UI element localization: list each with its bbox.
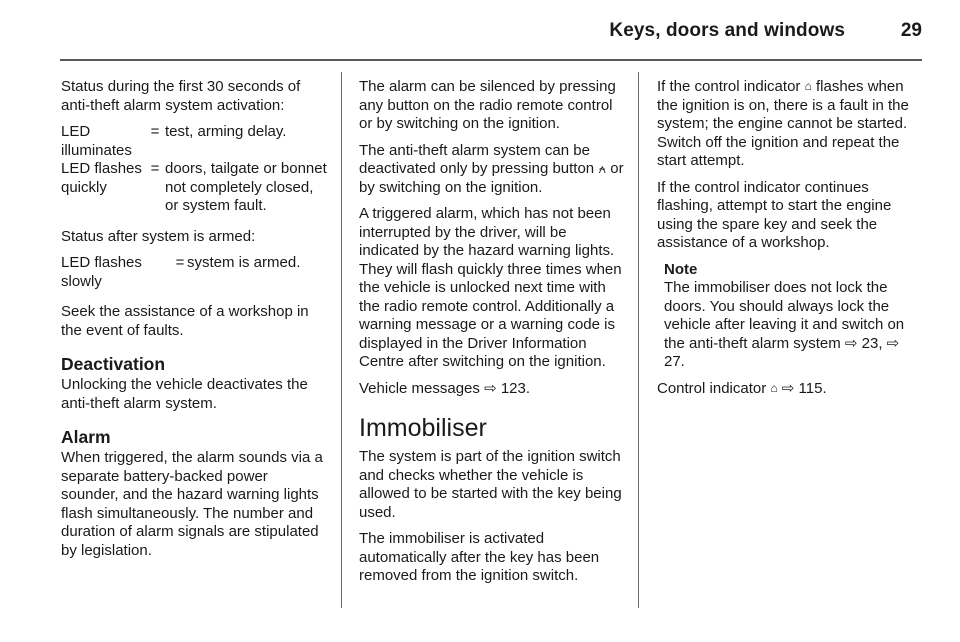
status-row — [61, 123, 327, 160]
faults-paragraph: Seek the assistance of a workshop in the event of faults. — [61, 303, 309, 339]
equals-sign: = — [150, 160, 160, 177]
status-key: LED flashes slowly — [61, 254, 142, 290]
indicator-text-start: If the control indicator — [657, 78, 805, 95]
status-row — [61, 160, 327, 216]
status-table-activation — [61, 123, 327, 216]
control-indicator-text: Control indicator — [657, 379, 771, 397]
immobiliser-indicator-icon: ⌂ — [770, 380, 778, 395]
indicator-text-end: flashes when the ignition is on, there is a fault in the system; the engine cannot be started. Switch off the ignition and repeat the start attempt. — [657, 78, 909, 169]
note-title: Note — [664, 260, 698, 278]
indicator-continues-paragraph: If the control indicator continues flashing, attempt to start the engine using the spare key and seek the assistance of a workshop. — [657, 178, 892, 251]
status-key: LED illuminates — [61, 123, 132, 159]
immobiliser-paragraph-1: The system is part of the ignition switch and checks whether the vehicle is allowed to be started with the key being used. — [359, 448, 622, 521]
note-box — [664, 261, 923, 372]
vehicle-messages-paragraph — [359, 380, 625, 399]
column-1 — [61, 78, 327, 568]
immobiliser-indicator-icon: ⌂ — [804, 79, 812, 93]
deactivation-heading: Deactivation — [61, 354, 166, 374]
equals-sign: = — [150, 123, 160, 140]
page-reference-link[interactable]: ⇨ 123. — [484, 379, 531, 397]
status-intro-activation: Status during the first 30 seconds of anti-theft alarm system activation: — [61, 78, 301, 114]
header-rule — [60, 59, 922, 61]
triggered-alarm-paragraph: A triggered alarm, which has not been interrupted by the driver, will be indicated by the hazard warning lights. They will flash quickly three times when the vehicle is unlocked next time with the radio remote control. Additionally a warning message or a warning code is displayed in the Driver Information Centre after switching on the ignition. — [359, 205, 622, 370]
status-value: test, arming delay. — [165, 123, 287, 140]
deactivate-button-paragraph — [359, 142, 625, 198]
status-row — [61, 254, 327, 291]
status-key: LED flashes quickly — [61, 160, 142, 196]
column-divider-2 — [638, 72, 639, 608]
status-table-armed — [61, 254, 327, 291]
page-header-title: Keys, doors and windows — [609, 20, 845, 41]
column-3 — [657, 78, 923, 406]
status-intro-armed: Status after system is armed: — [61, 227, 256, 245]
status-value: system is armed. — [187, 254, 301, 271]
page-number: 29 — [900, 20, 922, 41]
immobiliser-heading: Immobiliser — [359, 414, 487, 442]
silence-paragraph: The alarm can be silenced by pressing any button on the radio remote control or by switching on the ignition. — [359, 78, 616, 132]
page-reference-link[interactable]: ⇨ 115. — [777, 379, 827, 397]
alarm-paragraph: When triggered, the alarm sounds via a separate battery-backed power sounder, and the hazard warning lights flash simultaneously. The number and duration of alarm signals are stipulated by legislation. — [61, 449, 323, 559]
status-value: doors, tailgate or bonnet not completely closed, or system fault. — [165, 160, 327, 214]
immobiliser-paragraph-2: The immobiliser is activated automatically after the key has been removed from the ignition switch. — [359, 530, 600, 584]
alarm-heading: Alarm — [61, 427, 111, 447]
column-divider-1 — [341, 72, 342, 608]
indicator-flash-paragraph — [657, 78, 923, 171]
equals-sign: = — [175, 254, 185, 271]
deactivate-text-end: or by switching on the ignition. — [359, 160, 624, 196]
deactivation-paragraph: Unlocking the vehicle deactivates the anti-theft alarm system. — [61, 376, 308, 412]
deactivate-text-start: The anti-theft alarm system can be deactivated only by pressing button — [359, 141, 595, 177]
vehicle-messages-text: Vehicle messages — [359, 379, 485, 397]
unlock-button-icon: ⍲ — [598, 161, 607, 176]
note-text: The immobiliser does not lock the doors. You should always lock the vehicle after leaving it and switch on the anti-theft alarm system ⇨ 23, ⇨ 27. — [664, 279, 905, 370]
control-indicator-paragraph — [657, 380, 923, 399]
column-2 — [359, 78, 625, 594]
